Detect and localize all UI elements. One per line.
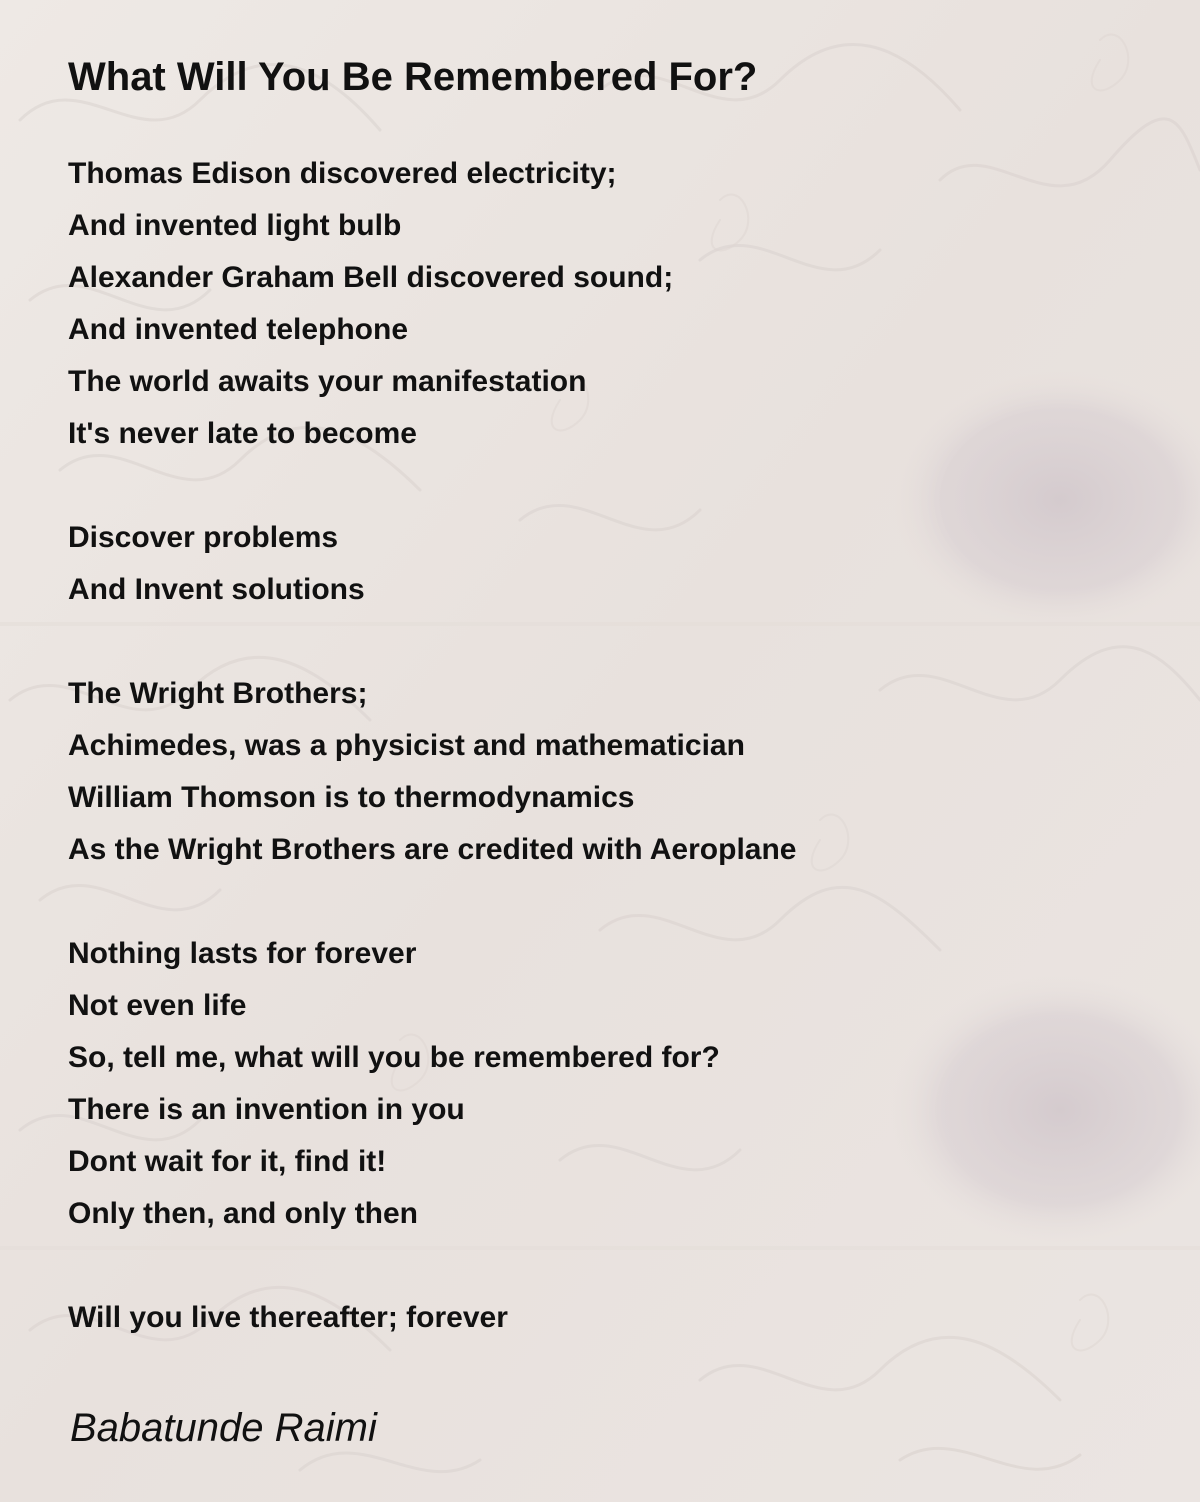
poem-line: Discover problems [68,521,339,554]
poem-body [68,148,1148,1396]
poem-line: It's never late to become [68,417,417,450]
poem-line: Only then, and only then [68,1197,419,1230]
poem-line: The world awaits your manifestation [68,365,587,398]
poem-line: Nothing lasts for forever [68,937,417,970]
poem-line: And Invent solutions [68,573,365,606]
poem-line: As the Wright Brothers are credited with Aeroplane [68,833,797,866]
poem-line: Thomas Edison discovered electricity; [68,157,617,190]
poem-line: Not even life [68,989,247,1022]
poem-line: And invented light bulb [68,209,402,242]
poem-line: Alexander Graham Bell discovered sound; [68,261,674,294]
stanza-3 [68,668,1148,876]
stanza-5 [68,1292,1148,1344]
poem-line: The Wright Brothers; [68,677,368,710]
stanza-4 [68,928,1148,1240]
stanza-1 [68,148,1148,460]
poem-line: There is an invention in you [68,1093,465,1126]
poem-title: What Will You Be Remembered For? [68,55,758,99]
poem-line: So, tell me, what will you be remembered for? [68,1041,720,1074]
poem-author: Babatunde Raimi [70,1406,377,1450]
poem-line: And invented telephone [68,313,409,346]
poem-line: Achimedes, was a physicist and mathematician [68,729,745,762]
poem-line: William Thomson is to thermodynamics [68,781,635,814]
stanza-2 [68,512,1148,616]
poem-line: Dont wait for it, find it! [68,1145,387,1178]
poem-line: Will you live thereafter; forever [68,1301,508,1334]
